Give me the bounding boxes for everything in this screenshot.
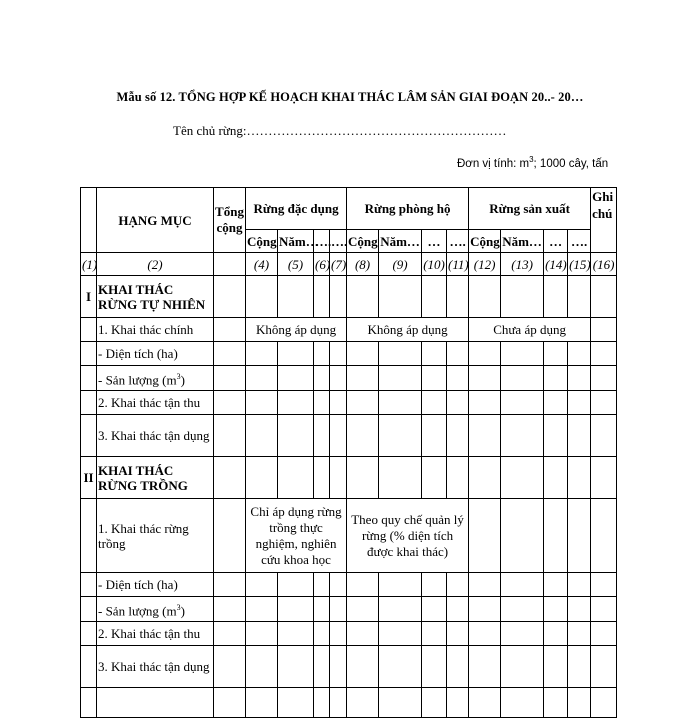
col-num: (2) <box>97 253 214 276</box>
unit-of-measure <box>457 155 608 170</box>
row-label <box>97 366 214 391</box>
row-label: 3. Khai thác tận dụng <box>97 415 214 457</box>
col-num: (1) <box>81 253 97 276</box>
sub-cong: Cộng <box>246 230 278 253</box>
sub-nam: Năm… <box>379 230 422 253</box>
col-num: (9) <box>379 253 422 276</box>
forest-owner-line: Tên chủ rừng:…………………………………………………… <box>173 123 507 138</box>
table-row <box>81 366 617 391</box>
col-num: (4) <box>246 253 278 276</box>
table-row <box>81 342 617 366</box>
form-title: Mẫu số 12. TỔNG HỢP KẾ HOẠCH KHAI THÁC LÂM SẢN GIAI ĐOẠN 20..- 20… <box>116 90 584 104</box>
sub-nam: Năm… <box>501 230 544 253</box>
header-rung-dac-dung: Rừng đặc dụng <box>246 188 347 230</box>
table-row <box>81 499 617 573</box>
sub-dots: …. <box>568 230 591 253</box>
header-rung-san-xuat: Rừng sản xuất <box>469 188 591 230</box>
col-num: (5) <box>278 253 314 276</box>
section-number: I <box>81 276 97 318</box>
sub-dots: …. <box>330 230 347 253</box>
note-san-xuat: Chưa áp dụng <box>469 318 591 342</box>
row-label-text: - Sản lượng (m <box>98 372 177 388</box>
sub-dots: …. <box>314 230 330 253</box>
note-dac-dung: Chỉ áp dụng rừng trồng thực nghiệm, nghiên cứu khoa học <box>246 499 347 573</box>
sub-dots: …. <box>447 230 469 253</box>
sub-cong: Cộng <box>469 230 501 253</box>
sub-cong: Cộng <box>347 230 379 253</box>
col-num: (12) <box>469 253 501 276</box>
row-label: 2. Khai thác tận thu <box>97 391 214 415</box>
header-hang-muc: HẠNG MỤC <box>97 188 214 253</box>
col-num: (7) <box>330 253 347 276</box>
note-dac-dung: Không áp dụng <box>246 318 347 342</box>
col-num <box>214 253 246 276</box>
table-row <box>81 646 617 688</box>
col-num: (13) <box>501 253 544 276</box>
row-label-end: ) <box>180 603 185 619</box>
table-row <box>81 415 617 457</box>
col-num: (10) <box>422 253 447 276</box>
row-label: 1. Khai thác rừng trồng <box>97 499 214 573</box>
col-num: (14) <box>544 253 568 276</box>
col-num: (8) <box>347 253 379 276</box>
row-label-text: - Sản lượng (m <box>98 603 177 619</box>
unit-suffix: ; 1000 cây, tấn <box>533 157 609 170</box>
table-row <box>81 597 617 622</box>
section-row <box>81 276 617 318</box>
header-ghi-chu: Ghi chú <box>591 188 617 253</box>
note-phong-ho: Không áp dụng <box>347 318 469 342</box>
header-blank <box>81 188 97 253</box>
row-label <box>97 597 214 622</box>
section-name: KHAI THÁC RỪNG TỰ NHIÊN <box>97 276 214 318</box>
table-row <box>81 573 617 597</box>
unit-sup: 3 <box>529 155 534 164</box>
section-number: II <box>81 457 97 499</box>
header-rung-phong-ho: Rừng phòng hộ <box>347 188 469 230</box>
section-name: KHAI THÁC RỪNG TRỒNG <box>97 457 214 499</box>
row-label-end: ) <box>180 372 185 388</box>
row-label: 3. Khai thác tận dụng <box>97 646 214 688</box>
sub-dots: … <box>544 230 568 253</box>
col-num: (6) <box>314 253 330 276</box>
row-label: - Diện tích (ha) <box>97 573 214 597</box>
row-label-sup: 3 <box>176 371 181 381</box>
column-number-row <box>81 253 617 276</box>
harvest-plan-table <box>80 187 617 718</box>
header-row-1 <box>81 188 617 230</box>
section-row <box>81 457 617 499</box>
sub-dots: … <box>422 230 447 253</box>
table-row <box>81 688 617 718</box>
table-row <box>81 318 617 342</box>
table-row <box>81 622 617 646</box>
sub-nam: Năm… <box>278 230 314 253</box>
col-num: (11) <box>447 253 469 276</box>
col-num: (16) <box>591 253 617 276</box>
note-phong-ho: Theo quy chế quản lý rừng (% diện tích được khai thác) <box>347 499 469 573</box>
row-label-sup: 3 <box>176 602 181 612</box>
row-label: 2. Khai thác tận thu <box>97 622 214 646</box>
unit-prefix: Đơn vị tính: m <box>457 157 530 170</box>
header-tong-cong: Tổng cộng <box>214 188 246 253</box>
row-label: - Diện tích (ha) <box>97 342 214 366</box>
row-label: 1. Khai thác chính <box>97 318 214 342</box>
table-row <box>81 391 617 415</box>
col-num: (15) <box>568 253 591 276</box>
